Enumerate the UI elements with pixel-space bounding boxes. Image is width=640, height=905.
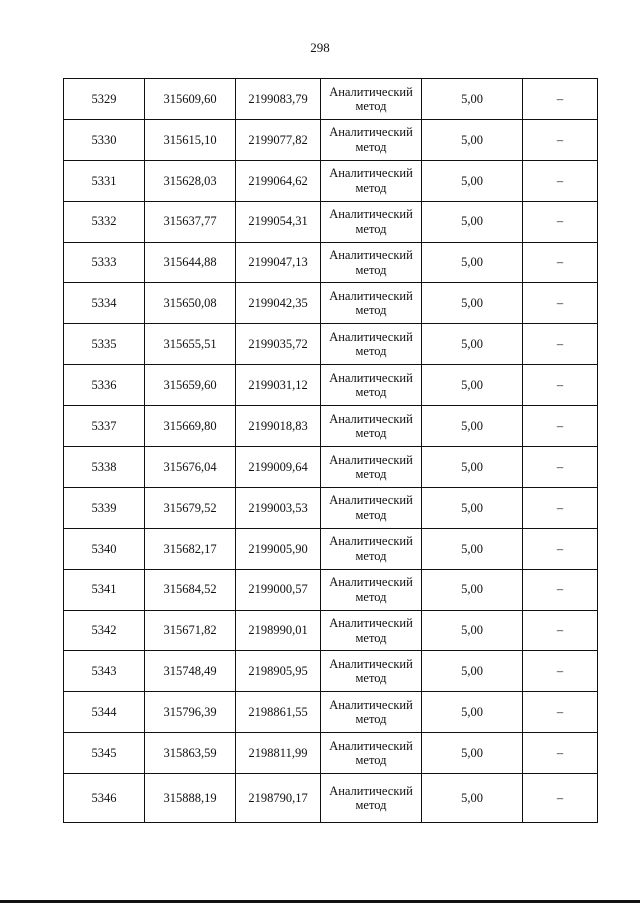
method-cell [321,528,422,569]
error-cell: 5,00 [422,487,523,528]
method-cell [321,651,422,692]
point-number-cell: 5331 [64,160,145,201]
point-number-cell: 5345 [64,733,145,774]
note-cell: – [523,447,598,488]
note-cell: – [523,324,598,365]
table-row [64,733,598,774]
y-coordinate-cell: 2199005,90 [236,528,321,569]
error-cell: 5,00 [422,242,523,283]
method-cell [321,79,422,120]
method-text-line: метод [355,221,387,236]
y-coordinate-cell: 2199018,83 [236,406,321,447]
point-number-cell: 5341 [64,569,145,610]
table-row [64,201,598,242]
x-coordinate-cell: 315682,17 [145,528,236,569]
method-cell [321,406,422,447]
x-coordinate-cell: 315628,03 [145,160,236,201]
coordinates-table [63,78,598,823]
point-number-cell: 5337 [64,406,145,447]
table-row [64,569,598,610]
point-number-cell: 5344 [64,692,145,733]
table-row [64,79,598,120]
method-text-line: метод [355,426,387,441]
method-cell [321,201,422,242]
note-cell: – [523,79,598,120]
method-text-line: метод [355,507,387,522]
coordinates-table-body [64,79,598,823]
error-cell: 5,00 [422,692,523,733]
x-coordinate-cell: 315863,59 [145,733,236,774]
y-coordinate-cell: 2199009,64 [236,447,321,488]
bottom-rule [0,900,640,903]
method-text-line: Аналитический [329,207,413,222]
method-text-line: Аналитический [329,411,413,426]
x-coordinate-cell: 315650,08 [145,283,236,324]
y-coordinate-cell: 2199077,82 [236,119,321,160]
y-coordinate-cell: 2198790,17 [236,774,321,823]
note-cell: – [523,487,598,528]
error-cell: 5,00 [422,365,523,406]
note-cell: – [523,283,598,324]
method-cell [321,324,422,365]
point-number-cell: 5334 [64,283,145,324]
method-cell [321,610,422,651]
y-coordinate-cell: 2199047,13 [236,242,321,283]
error-cell: 5,00 [422,528,523,569]
note-cell: – [523,774,598,823]
method-text-line: Аналитический [329,125,413,140]
note-cell: – [523,528,598,569]
note-cell: – [523,365,598,406]
method-text-line: метод [355,262,387,277]
method-text-line: метод [355,303,387,318]
method-text-line: метод [355,180,387,195]
x-coordinate-cell: 315669,80 [145,406,236,447]
y-coordinate-cell: 2199003,53 [236,487,321,528]
point-number-cell: 5338 [64,447,145,488]
method-cell [321,242,422,283]
method-text-line: метод [355,344,387,359]
method-text-line: Аналитический [329,166,413,181]
error-cell: 5,00 [422,79,523,120]
method-text-line: Аналитический [329,575,413,590]
note-cell: – [523,160,598,201]
y-coordinate-cell: 2198990,01 [236,610,321,651]
x-coordinate-cell: 315796,39 [145,692,236,733]
method-text-line: метод [355,385,387,400]
method-text-line: метод [355,753,387,768]
page-number: 298 [310,40,330,55]
table-row [64,160,598,201]
method-cell [321,733,422,774]
error-cell: 5,00 [422,610,523,651]
table-row [64,119,598,160]
method-text-line: Аналитический [329,370,413,385]
point-number-cell: 5332 [64,201,145,242]
note-cell: – [523,569,598,610]
method-text-line: Аналитический [329,534,413,549]
x-coordinate-cell: 315644,88 [145,242,236,283]
x-coordinate-cell: 315659,60 [145,365,236,406]
y-coordinate-cell: 2199042,35 [236,283,321,324]
method-text-line: метод [355,139,387,154]
note-cell: – [523,201,598,242]
error-cell: 5,00 [422,324,523,365]
x-coordinate-cell: 315748,49 [145,651,236,692]
point-number-cell: 5340 [64,528,145,569]
error-cell: 5,00 [422,283,523,324]
method-text-line: метод [355,548,387,563]
point-number-cell: 5333 [64,242,145,283]
table-row [64,283,598,324]
note-cell: – [523,733,598,774]
method-cell [321,774,422,823]
method-cell [321,160,422,201]
method-cell [321,119,422,160]
x-coordinate-cell: 315676,04 [145,447,236,488]
method-text-line: метод [355,798,387,813]
note-cell: – [523,610,598,651]
point-number-cell: 5336 [64,365,145,406]
x-coordinate-cell: 315609,60 [145,79,236,120]
point-number-cell: 5330 [64,119,145,160]
error-cell: 5,00 [422,651,523,692]
method-text-line: Аналитический [329,738,413,753]
method-cell [321,283,422,324]
point-number-cell: 5329 [64,79,145,120]
method-text-line: метод [355,671,387,686]
table-row [64,610,598,651]
table-row [64,365,598,406]
error-cell: 5,00 [422,160,523,201]
table-row [64,406,598,447]
y-coordinate-cell: 2199031,12 [236,365,321,406]
method-cell [321,487,422,528]
note-cell: – [523,406,598,447]
table-row [64,651,598,692]
table-row [64,487,598,528]
method-text-line: Аналитический [329,329,413,344]
method-text-line: метод [355,630,387,645]
method-text-line: метод [355,589,387,604]
error-cell: 5,00 [422,406,523,447]
note-cell: – [523,242,598,283]
error-cell: 5,00 [422,774,523,823]
method-cell [321,447,422,488]
x-coordinate-cell: 315615,10 [145,119,236,160]
note-cell: – [523,692,598,733]
method-text-line: Аналитический [329,248,413,263]
point-number-cell: 5335 [64,324,145,365]
error-cell: 5,00 [422,119,523,160]
y-coordinate-cell: 2198905,95 [236,651,321,692]
x-coordinate-cell: 315888,19 [145,774,236,823]
method-cell [321,365,422,406]
y-coordinate-cell: 2199054,31 [236,201,321,242]
error-cell: 5,00 [422,733,523,774]
error-cell: 5,00 [422,569,523,610]
point-number-cell: 5339 [64,487,145,528]
method-text-line: Аналитический [329,452,413,467]
y-coordinate-cell: 2199083,79 [236,79,321,120]
method-text-line: Аналитический [329,289,413,304]
method-text-line: метод [355,98,387,113]
method-text-line: Аналитический [329,783,413,798]
y-coordinate-cell: 2198811,99 [236,733,321,774]
table-row [64,324,598,365]
table-row [64,528,598,569]
method-text-line: Аналитический [329,493,413,508]
point-number-cell: 5346 [64,774,145,823]
y-coordinate-cell: 2199035,72 [236,324,321,365]
y-coordinate-cell: 2199000,57 [236,569,321,610]
point-number-cell: 5342 [64,610,145,651]
x-coordinate-cell: 315679,52 [145,487,236,528]
note-cell: – [523,119,598,160]
method-text-line: метод [355,712,387,727]
error-cell: 5,00 [422,201,523,242]
table-row [64,692,598,733]
y-coordinate-cell: 2199064,62 [236,160,321,201]
x-coordinate-cell: 315671,82 [145,610,236,651]
method-text-line: Аналитический [329,697,413,712]
method-text-line: Аналитический [329,657,413,672]
error-cell: 5,00 [422,447,523,488]
x-coordinate-cell: 315637,77 [145,201,236,242]
note-cell: – [523,651,598,692]
table-row [64,242,598,283]
method-text-line: Аналитический [329,84,413,99]
point-number-cell: 5343 [64,651,145,692]
method-text-line: Аналитический [329,616,413,631]
method-cell [321,569,422,610]
table-row [64,447,598,488]
x-coordinate-cell: 315655,51 [145,324,236,365]
table-row [64,774,598,823]
x-coordinate-cell: 315684,52 [145,569,236,610]
y-coordinate-cell: 2198861,55 [236,692,321,733]
method-text-line: метод [355,466,387,481]
method-cell [321,692,422,733]
